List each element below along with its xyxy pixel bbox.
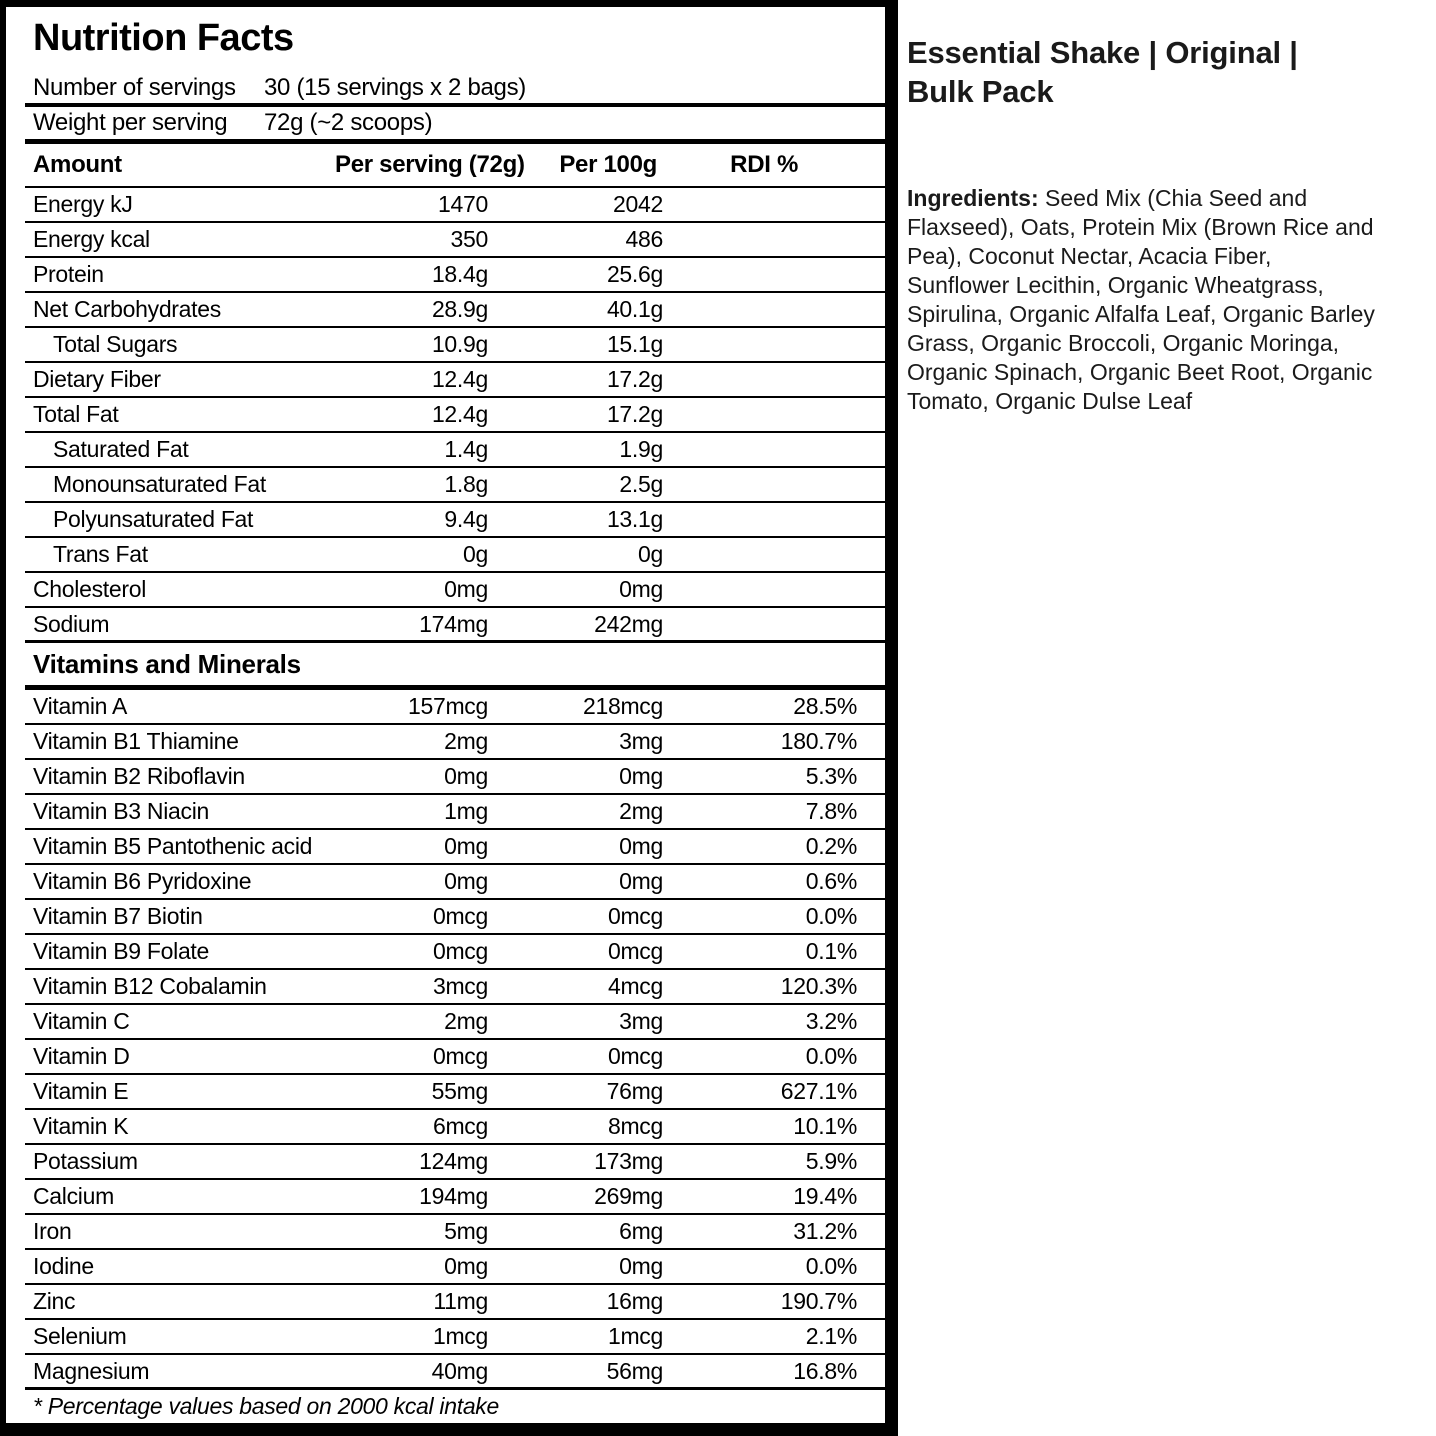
nutrient-label: Saturated Fat [53,436,189,462]
rdi-value: 627.1% [780,1078,857,1104]
nutrient-label: Total Sugars [53,331,178,357]
per-100g-value: 269mg [594,1183,663,1209]
rdi-value: 5.9% [805,1148,857,1174]
per-100g-value: 1.9g [619,436,663,462]
per-100g-value: 6mg [619,1218,663,1244]
nutrient-label: Vitamin B1 Thiamine [33,728,239,754]
nutrient-label: Selenium [33,1323,127,1349]
per-100g-value: 0mg [619,868,663,894]
nutrient-row [25,1215,885,1250]
nutrient-label: Vitamin K [33,1113,129,1139]
per-100g-value: 0mcg [607,903,663,929]
nutrient-label: Dietary Fiber [33,366,161,392]
nutrient-row [25,970,885,1005]
macronutrient-rows [25,188,885,643]
per-100g-value: 4mcg [607,973,663,999]
per-100g-value: 2.5g [619,471,663,497]
nutrient-row [25,1040,885,1075]
ingredients-text: Seed Mix (Chia Seed and Flaxseed), Oats, Protein Mix (Brown Rice and Pea), Coconut Nectar, Acacia Fiber, Sunflower Lecithin, Organic Wheatgrass, Spirulina, Organic Alfalfa Leaf, Organic Barley Grass, Organic Broccoli, Organic Moringa, Organic Spinach, Organic Beet Root, Organic Tomato, Organic Dulse Leaf [907,185,1375,414]
per-serving-value: 1.8g [444,471,488,497]
nutrient-row [25,795,885,830]
footnote: * Percentage values based on 2000 kcal intake [33,1393,499,1419]
rdi-value: 0.0% [805,1253,857,1279]
rdi-value: 190.7% [780,1288,857,1314]
product-title: Essential Shake | Original | Bulk Pack [907,35,1298,109]
nutrient-row [25,328,885,363]
nutrient-row [25,1285,885,1320]
nutrient-row [25,188,885,223]
per-100g-value: 25.6g [606,261,663,287]
rdi-value: 0.0% [805,903,857,929]
nutrient-label: Vitamin A [33,693,128,719]
nutrient-row [25,865,885,900]
nutrient-label: Sodium [33,610,110,637]
per-100g-value: 16mg [606,1288,663,1314]
per-100g-value: 8mcg [607,1113,663,1139]
per-100g-value: 76mg [606,1078,663,1104]
per-100g-value: 0mcg [607,1043,663,1069]
ingredients-paragraph [907,184,1375,416]
nutrient-label: Vitamin B7 Biotin [33,903,203,929]
nutrient-label: Net Carbohydrates [33,296,221,322]
column-header-per-serving: Per serving (72g) [335,151,525,178]
per-serving-value: 11mg [433,1288,488,1314]
per-serving-value: 0mg [444,1253,488,1279]
rdi-value: 31.2% [793,1218,857,1244]
nutrient-row [25,398,885,433]
per-serving-value: 124mg [419,1148,488,1174]
nutrient-row [25,258,885,293]
nutrient-label: Potassium [33,1148,138,1174]
nutrient-label: Iron [33,1218,72,1244]
nutrient-row [25,538,885,573]
nutrient-row [25,760,885,795]
per-serving-value: 1mcg [432,1323,488,1349]
nutrient-label: Vitamin B6 Pyridoxine [33,868,252,894]
per-100g-value: 0mg [619,763,663,789]
per-100g-value: 2042 [613,191,663,217]
nutrient-label: Energy kcal [33,226,150,252]
per-serving-value: 0g [463,541,488,567]
nutrient-row [25,1005,885,1040]
per-100g-value: 0mg [619,576,663,602]
nutrient-label: Energy kJ [33,191,133,217]
nutrient-row [25,293,885,328]
per-serving-value: 1mg [444,798,488,824]
nutrient-row [25,573,885,608]
per-serving-value: 0mg [444,833,488,859]
per-100g-value: 13.1g [606,506,663,532]
info-row-label: Weight per serving [33,109,228,136]
rdi-value: 28.5% [793,693,857,719]
per-100g-value: 486 [625,226,663,252]
per-100g-value: 242mg [594,610,663,637]
nutrient-row [25,1180,885,1215]
ingredients-label: Ingredients: [907,185,1039,211]
nutrient-label: Cholesterol [33,576,147,602]
nutrient-label: Polyunsaturated Fat [53,506,254,532]
per-serving-value: 174mg [419,610,488,637]
per-100g-value: 1mcg [607,1323,663,1349]
per-serving-value: 0mcg [432,938,488,964]
nutrient-label: Vitamin C [33,1008,130,1034]
panel-title: Nutrition Facts [33,17,294,59]
nutrient-label: Vitamin B2 Riboflavin [33,763,245,789]
rdi-value: 120.3% [780,973,857,999]
rdi-value: 16.8% [793,1357,857,1384]
per-serving-value: 3mcg [432,973,488,999]
rdi-value: 5.3% [805,763,857,789]
nutrient-label: Vitamin B12 Cobalamin [33,973,267,999]
nutrient-row [25,1320,885,1355]
nutrient-row [25,1110,885,1145]
per-100g-value: 0mg [619,833,663,859]
column-header-row [25,144,885,188]
per-serving-value: 157mcg [407,693,488,719]
column-header-amount: Amount [33,151,122,178]
rdi-value: 7.8% [805,798,857,824]
nutrient-label: Total Fat [33,401,119,427]
nutrient-label: Vitamin E [33,1078,129,1104]
per-serving-value: 0mg [444,763,488,789]
rdi-value: 3.2% [805,1008,857,1034]
per-serving-value: 40mg [431,1357,488,1384]
nutrient-label: Vitamin B9 Folate [33,938,210,964]
per-serving-value: 2mg [444,728,488,754]
product-info-panel [898,0,1436,1436]
per-100g-value: 0mcg [607,938,663,964]
nutrient-row [25,223,885,258]
nutrient-label: Vitamin B5 Pantothenic acid [33,833,313,859]
per-100g-value: 3mg [619,728,663,754]
nutrient-row [25,1250,885,1285]
per-serving-value: 0mcg [432,903,488,929]
per-serving-value: 0mcg [432,1043,488,1069]
rdi-value: 10.1% [793,1113,857,1139]
serving-info-rows [25,73,885,144]
nutrient-row [25,433,885,468]
per-100g-value: 17.2g [606,401,663,427]
rdi-value: 0.1% [805,938,857,964]
rdi-value: 19.4% [793,1183,857,1209]
per-serving-value: 350 [450,226,488,252]
per-serving-value: 9.4g [444,506,488,532]
per-100g-value: 0mg [619,1253,663,1279]
rdi-value: 180.7% [780,728,857,754]
nutrient-label: Vitamin D [33,1043,130,1069]
nutrient-label: Calcium [33,1183,114,1209]
per-serving-value: 28.9g [431,296,488,322]
per-100g-value: 0g [638,541,663,567]
per-100g-value: 17.2g [606,366,663,392]
nutrient-label: Magnesium [33,1357,150,1384]
nutrient-label: Zinc [33,1288,76,1314]
nutrient-row [25,363,885,398]
nutrient-row [25,608,885,643]
vitamins-minerals-section-header: Vitamins and Minerals [25,643,885,690]
info-row-value: 30 (15 servings x 2 bags) [264,74,526,101]
nutrient-label: Iodine [33,1253,94,1279]
rdi-value: 0.0% [805,1043,857,1069]
per-100g-value: 15.1g [606,331,663,357]
per-serving-value: 194mg [419,1183,488,1209]
per-100g-value: 56mg [606,1357,663,1384]
per-serving-value: 12.4g [431,366,488,392]
per-serving-value: 18.4g [431,261,488,287]
info-row-label: Number of servings [33,74,236,101]
per-serving-value: 0mg [444,868,488,894]
per-100g-value: 3mg [619,1008,663,1034]
info-row-value: 72g (~2 scoops) [264,109,433,136]
rdi-value: 2.1% [805,1323,857,1349]
per-serving-value: 5mg [444,1218,488,1244]
column-header-rdi: RDI % [730,151,798,178]
nutrient-row [25,503,885,538]
rdi-value: 0.6% [805,868,857,894]
nutrient-row [25,1355,885,1390]
nutrient-row [25,1075,885,1110]
per-serving-value: 2mg [444,1008,488,1034]
rdi-value: 0.2% [805,833,857,859]
per-serving-value: 6mcg [432,1113,488,1139]
info-row [25,73,885,107]
nutrient-row [25,468,885,503]
per-serving-value: 12.4g [431,401,488,427]
nutrient-label: Trans Fat [53,541,148,567]
per-100g-value: 40.1g [606,296,663,322]
nutrient-row [25,935,885,970]
per-serving-value: 55mg [431,1078,488,1104]
nutrient-row [25,830,885,865]
per-100g-value: 218mcg [582,693,663,719]
per-100g-value: 2mg [619,798,663,824]
per-serving-value: 0mg [444,576,488,602]
per-serving-value: 10.9g [431,331,488,357]
info-row [25,107,885,144]
per-100g-value: 173mg [594,1148,663,1174]
nutrient-row [25,1145,885,1180]
nutrient-label: Monounsaturated Fat [53,471,266,497]
per-serving-value: 1470 [438,191,488,217]
nutrient-label: Vitamin B3 Niacin [33,798,210,824]
nutrient-row [25,725,885,760]
nutrient-label: Protein [33,261,104,287]
nutrient-row [25,690,885,725]
per-serving-value: 1.4g [444,436,488,462]
micronutrient-rows [25,690,885,1390]
nutrient-row [25,900,885,935]
column-header-per-100g: Per 100g [559,151,657,178]
